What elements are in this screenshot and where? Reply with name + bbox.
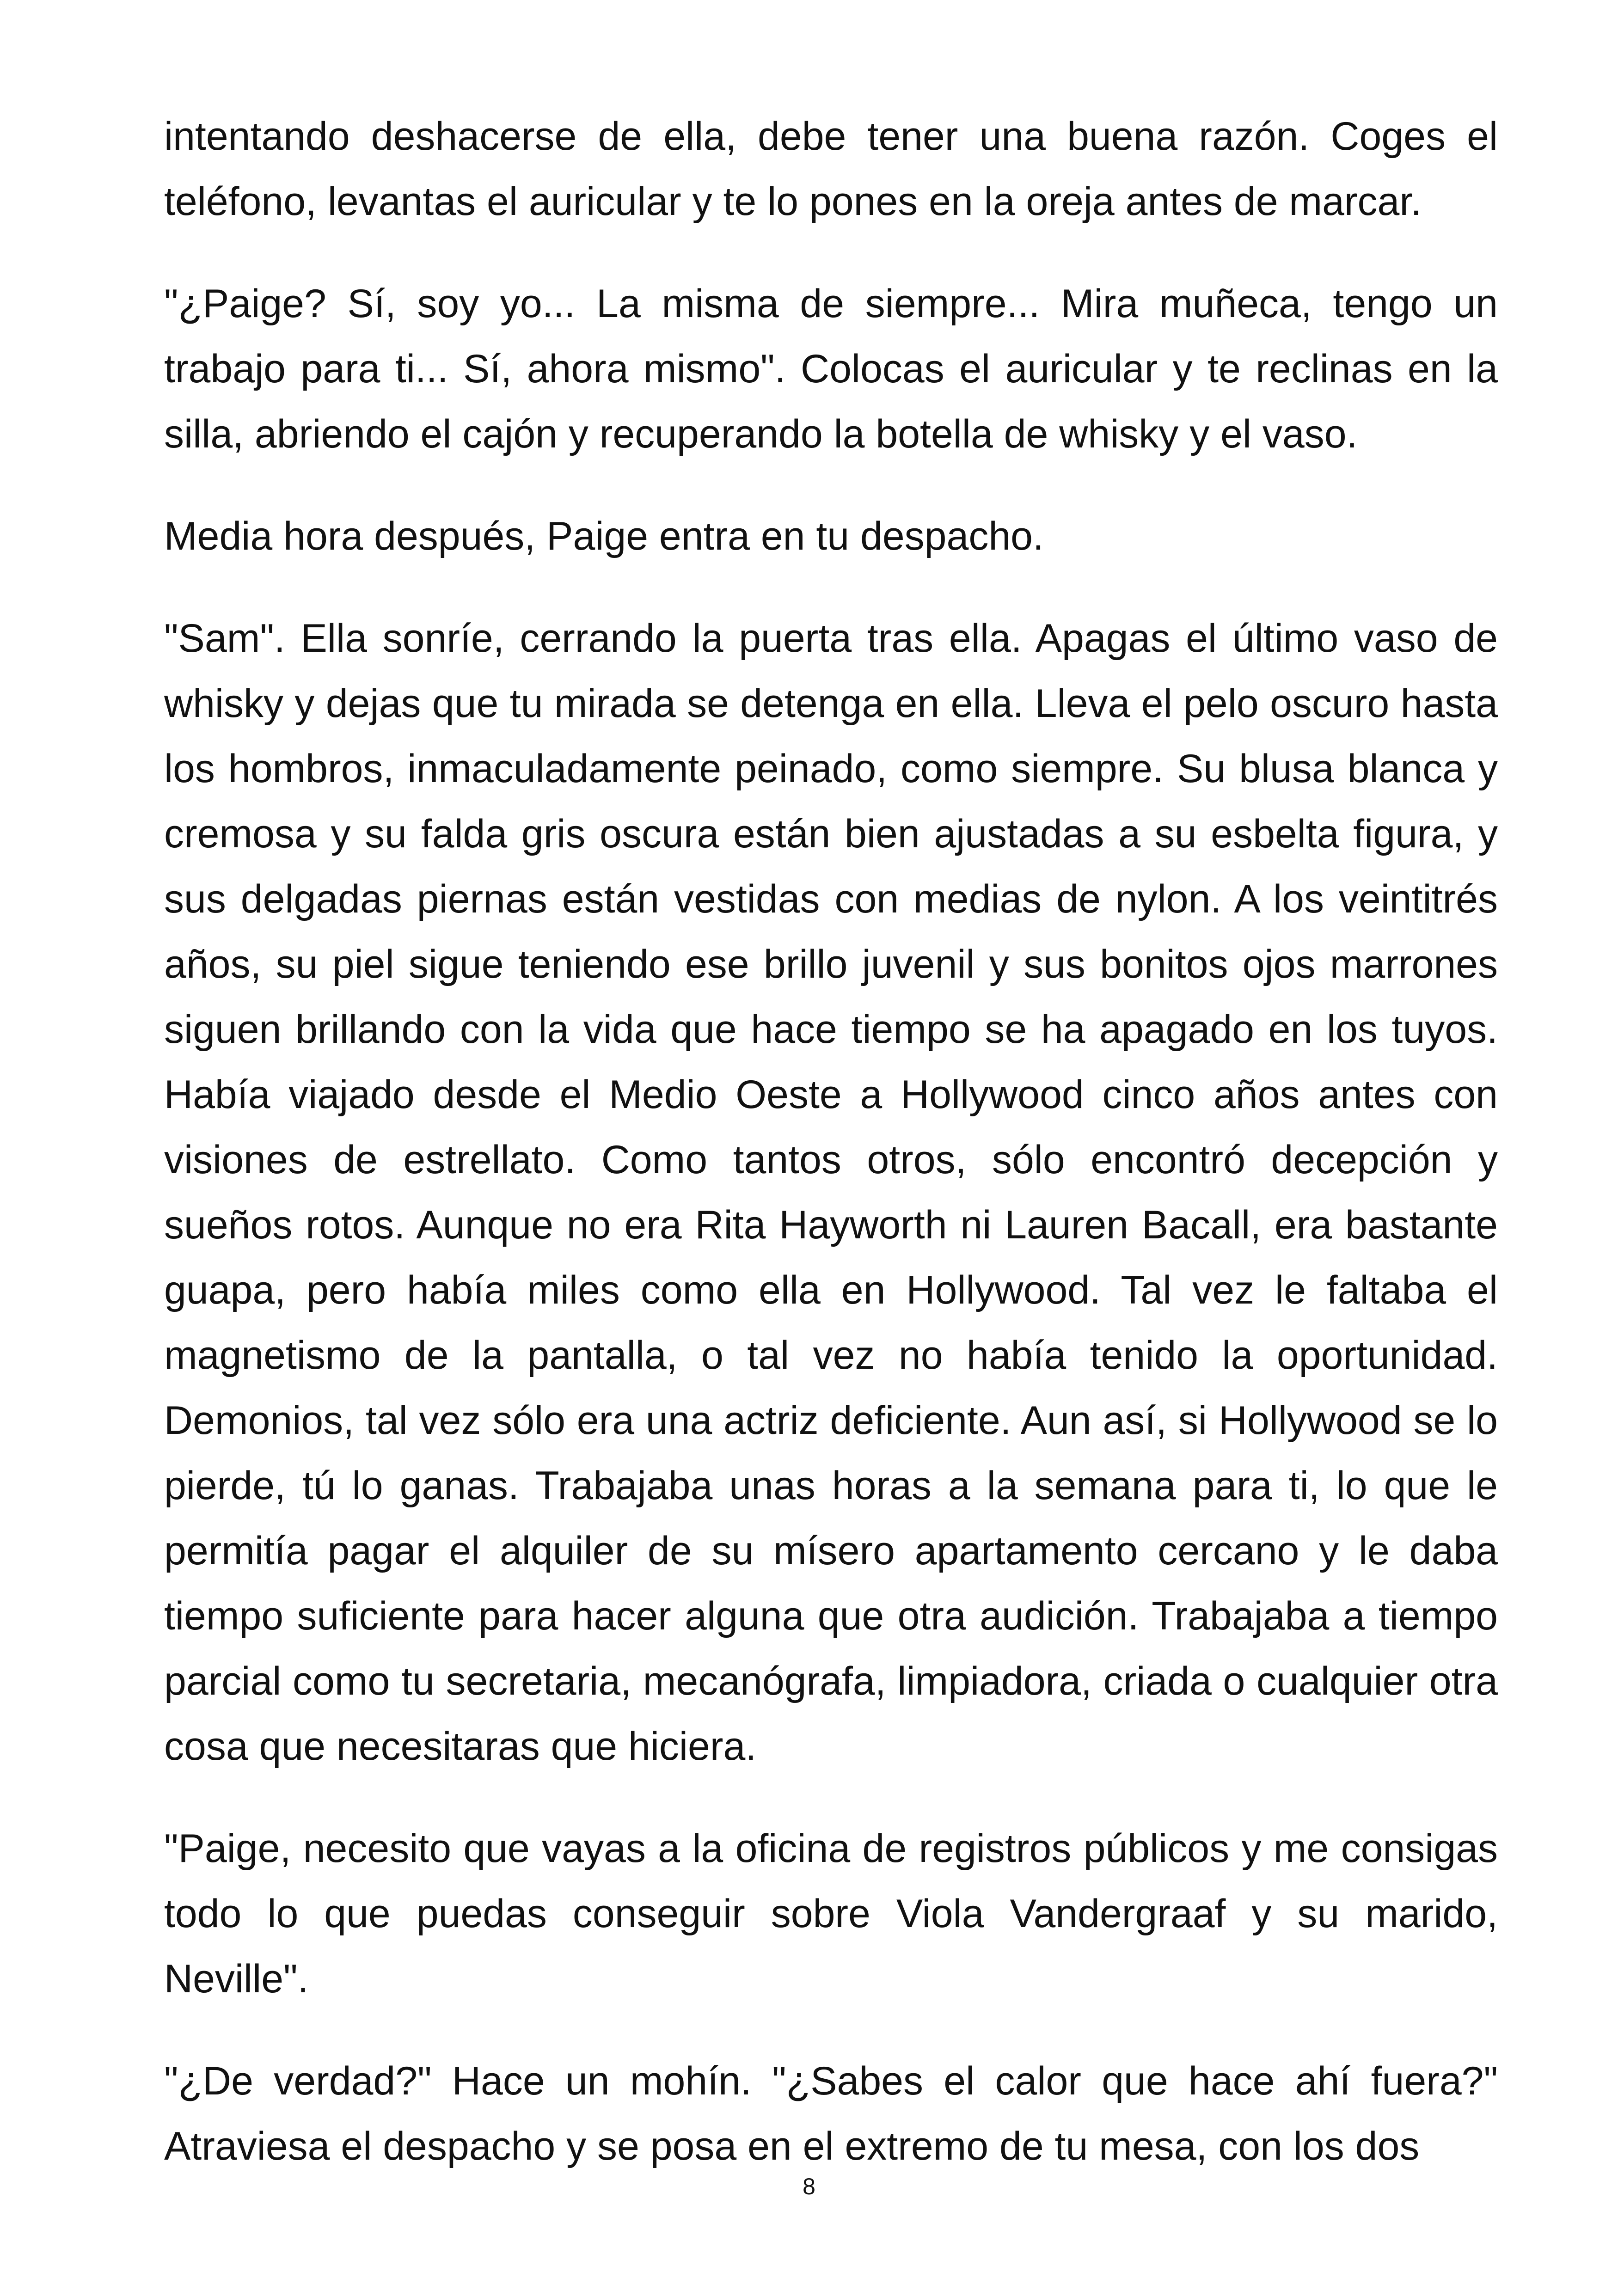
page-number: 8 [803, 2174, 815, 2199]
paragraph-4: "Sam". Ella sonríe, cerrando la puerta tras ella. Apagas el último vaso de whisky y dejas que tu mirada se detenga en ella. Lleva el pelo oscuro hasta los hombros, inmaculadamente peinado, como siempre. Su blusa blanca y cremosa y su falda gris oscura están bien ajustadas a su esbelta figura, y sus delgadas piernas están vestidas con medias de nylon. A los veintitrés años, su piel sigue teniendo ese brillo juvenil y sus bonitos ojos marrones siguen brillando con la vida que hace tiempo se ha apagado en los tuyos. Había viajado desde el Medio Oeste a Hollywood cinco años antes con visiones de estrellato. Como tantos otros, sólo encontró decepción y sueños rotos. Aunque no era Rita Hayworth ni Lauren Bacall, era bastante guapa, pero había miles como ella en Hollywood. Tal vez le faltaba el magnetismo de la pantalla, o tal vez no había tenido la oportunidad. Demonios, tal vez sólo era una actriz deficiente. Aun así, si Hollywood se lo pierde, tú lo ganas. Trabajaba unas horas a la semana para ti, lo que le permitía pagar el alquiler de su mísero apartamento cercano y le daba tiempo suficiente para hacer alguna que otra audición. Trabajaba a tiempo parcial como tu secretaria, mecanógrafa, limpiadora, criada o cualquier otra cosa que necesitaras que hiciera. [164, 616, 1498, 1769]
paragraph-5: "Paige, necesito que vayas a la oficina de registros públicos y me consigas todo lo que puedas conseguir sobre Viola Vandergraaf y su marido, Neville". [164, 1826, 1498, 2001]
paragraph-1: intentando deshacerse de ella, debe tener una buena razón. Coges el teléfono, levantas el auricular y te lo pones en la oreja antes de marcar. [164, 114, 1498, 224]
paragraph-2: "¿Paige? Sí, soy yo... La misma de siempre... Mira muñeca, tengo un trabajo para ti... Sí, ahora mismo". Colocas el auricular y te reclinas en la silla, abriendo el cajón y recuperando la botella de whisky y el vaso. [164, 282, 1498, 456]
paragraph-6: "¿De verdad?" Hace un mohín. "¿Sabes el calor que hace ahí fuera?" Atraviesa el despacho y se posa en el extremo de tu mesa, con los dos [164, 2059, 1498, 2168]
body-text [164, 104, 1498, 2216]
paragraph-3: Media hora después, Paige entra en tu despacho. [164, 514, 1044, 558]
